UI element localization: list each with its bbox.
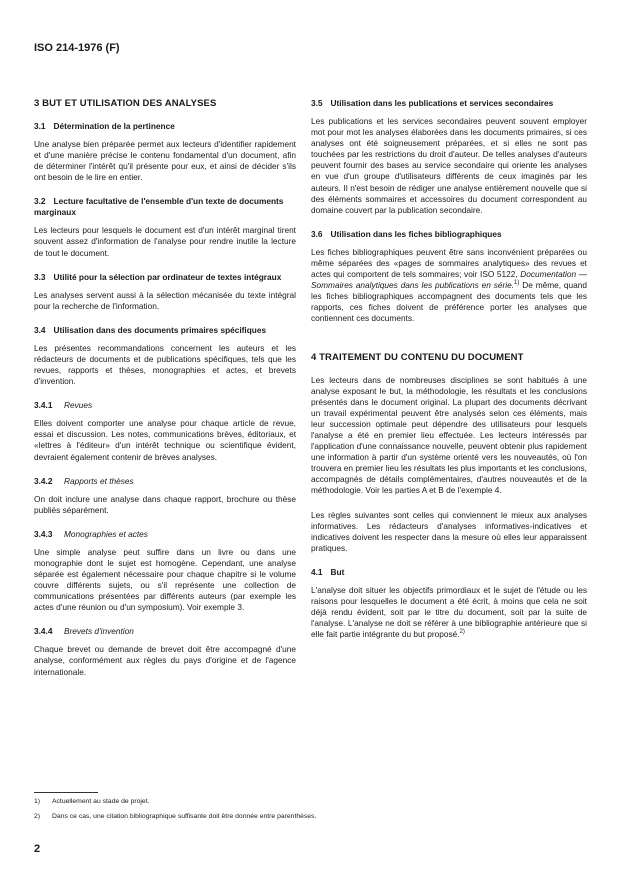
subsection-3-3-heading: 3.3 Utilité pour la sélection par ordinateur de textes intégraux (34, 271, 282, 282)
subsection-3-4-2-text: On doit inclure une analyse dans chaque rapport, brochure ou thèse publiés séparément. (34, 493, 296, 515)
section-3-heading: 3 BUT ET UTILISATION DES ANALYSES (34, 98, 217, 109)
document-header: ISO 214-1976 (F) (34, 42, 120, 54)
right-column (311, 98, 587, 653)
subsection-3-3-text: Les analyses servent aussi à la sélection mécanisée du texte intégral pour la recherche de l'information. (34, 289, 296, 311)
footnote-ref-2: 2) (459, 629, 465, 636)
subsection-3-4-4-text: Chaque brevet ou demande de brevet doit être accompagné d'une analyse, conformément aux règles du pays d'origine et de l'agence internationale. (34, 644, 296, 677)
subsection-3-4-2-heading: 3.4.2 Rapports et thèses (34, 475, 134, 486)
subsection-3-1-text: Une analyse bien préparée permet aux lecteurs d'identifier rapidement et d'une manière précise le contenu fondamental d'un document, afin de déterminer l'intérêt qu'il présente pour eux, et ainsi de décider s'ils ont besoin de le lire en entier. (34, 139, 296, 183)
subsection-4-1-heading: 4.1 But (311, 566, 345, 577)
subsection-3-4-3-heading: 3.4.3 Monographies et actes (34, 528, 148, 539)
subsection-4-1-text: L'analyse doit situer les objectifs primordiaux et le sujet de l'étude ou les raisons pour lesquelles le document a été écrit, à moins que cela ne soit déjà rendu évident, soit par le titre du document, soit par la suite de l'analyse. L'analyse ne doit se référer à une bibliographie antérieure que si elle fait partie intégrante du but proposé.$^{2)}$ (311, 584, 587, 640)
subsection-3-6-text: Les fiches bibliographiques peuvent être sans inconvénient préparées ou même séparées des «pages de sommaires analytiques» des revues et actes qui comportent de tels sommaires; voir ISO 5122, Documentation — Sommaires analytiques dans les publications en série.$^{1)}$ De même, quand les fiches bibliographiques accompagnent des documents tels que les rapports, ces fiches doivent de préférence porter les analyses que contiennent ces documents. (311, 246, 587, 324)
subsection-3-4-heading: 3.4 Utilisation dans des documents primaires spécifiques (34, 324, 267, 335)
subsection-3-4-1-text: Elles doivent comporter une analyse pour chaque article de revue, essai et discussion. Les notes, communications brèves, éditoriaux, et «lettres à l'éditeur» d'un intérêt technique ou scientifique évident, devraient également contenir de brèves analyses. (34, 418, 296, 462)
section-4-heading: 4 TRAITEMENT DU CONTENU DU DOCUMENT (311, 351, 524, 363)
section-4-paragraph-1: Les lecteurs dans de nombreuses disciplines se sont habitués à une analyse exposant le but, la méthodologie, les résultats et les conclusions présentés dans le document original. La plupart des documents décrivant un travail expérimental peuvent être analysés selon ces éléments, mais leur succession optimale peut dépendre des utilisateurs pour lesquels l'analyse a été en premier lieu effectuée. Les lecteurs intéressés par l'application d'une connaissance nouvelle, peuvent obtenir plus rapidement une information à partir d'un système orienté vers les nouveautés, où l'on trouvera en premier lieu les résultats les plus importants et les conclusions, accompagnés de détails complémentaires, d'autres nouveautés et de la méthodologie. Voir les parties A et B de l'exemple 4. (311, 374, 587, 496)
subsection-3-5-heading: 3.5 Utilisation dans les publications et services secondaires (311, 98, 554, 108)
subsection-3-4-1-heading: 3.4.1 Revues (34, 400, 93, 411)
subsection-3-4-4-heading: 3.4.4 Brevets d'invention (34, 626, 134, 637)
footnote-1: 1) Actuellement au stade de projet. (34, 798, 150, 805)
subsection-3-2-text: Les lecteurs pour lesquels le document est d'un intérêt marginal tirent souvent assez d'information de l'analyse pour rendre inutile la lecture de tout le document. (34, 225, 296, 258)
subsection-3-6-heading: 3.6 Utilisation dans les fiches bibliographiques (311, 228, 502, 239)
footnote-ref-1: 1) (514, 280, 520, 287)
subsection-3-4-text: Les présentes recommandations concernent les auteurs et les rédacteurs de documents et de publications spécifiques, tels que les revues, rapports et thèses, monographies et actes, et brevets d'invention. (34, 342, 296, 387)
left-column (34, 98, 296, 691)
page-number: 2 (34, 843, 41, 855)
section-4-paragraph-2: Les règles suivantes sont celles qui conviennent le mieux aux analyses informatives. Les rédacteurs d'analyses informatives-indicatives et indicatives doivent les respecter dans la mesure où elles leur apparaissent pratiques. (311, 509, 587, 553)
subsection-3-4-3-text: Une simple analyse peut suffire dans un livre ou dans une monographie dont le sujet est homogène. Cependant, une analyse séparée est également nécessaire pour chaque chapitre si le volume couvre différents sujets, ou s'il représente une collection de communications présentées par différents auteurs (par exemple les actes d'une réunion ou d'un symposium). Voir exemple 3. (34, 546, 296, 613)
footnotes (34, 792, 594, 828)
footnote-2: 2) Dans ce cas, une citation bibliographique suffisante doit être donnée entre parenthèses. (34, 813, 317, 820)
footnote-divider (34, 792, 98, 793)
subsection-3-1-heading: 3.1 Détermination de la pertinence (34, 121, 175, 131)
subsection-3-2-heading: 3.2 Lecture facultative de l'ensemble d'un texte de documents marginaux (34, 196, 284, 218)
subsection-3-5-text: Les publications et les services secondaires peuvent souvent employer mot pour mot les analyses élaborées dans les documents primaires, si ces analyses ont été soigneusement préparées, et si elles ne sont pas touchées par les restrictions du droit d'auteur. De telles analyses d'auteurs peuvent fournir des bases au service secondaire qui oriente les analyses en vue d'un groupe d'utilisateurs différents de ceux imaginés par les auteurs. Il n'est besoin de rédiger une analyse entièrement nouvelle que si des éléments sommaires et accessoires du document correspondent au domaine couvert par la publication secondaire. (311, 116, 587, 215)
